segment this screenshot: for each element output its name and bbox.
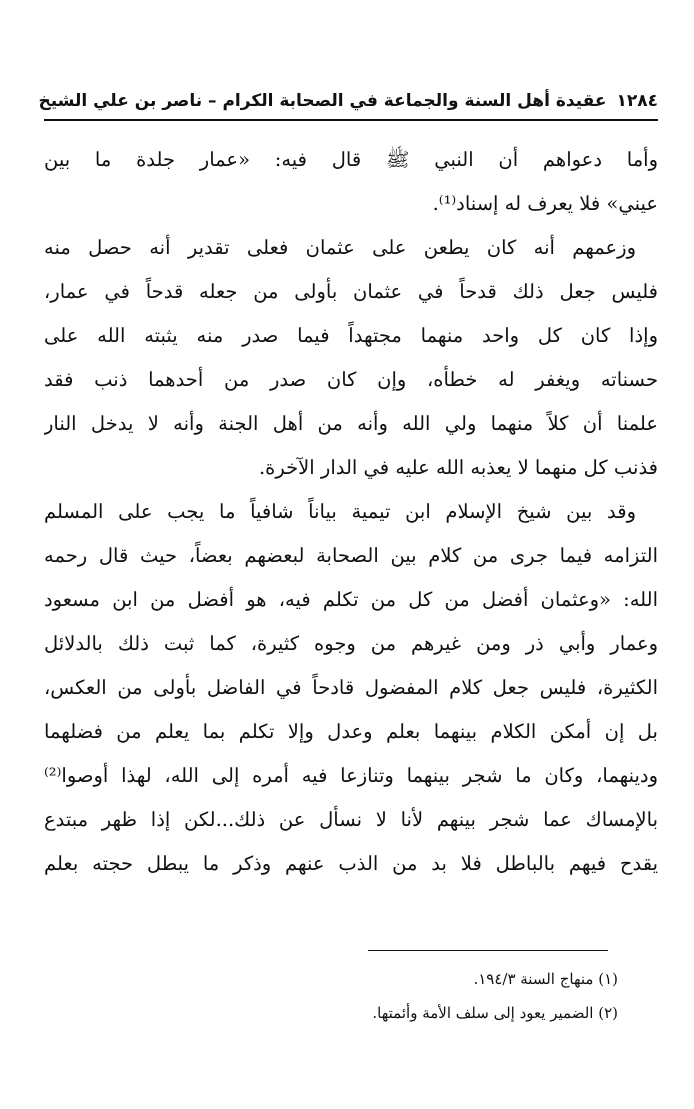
text-line: وأما دعواهم أن النبي ﷺ قال فيه: «عمار جلدة ما بين: [44, 148, 658, 171]
text-line: حسناته ويغفر له خطأه، وإن كان صدر من أحدهما ذنب فقد: [44, 368, 658, 391]
header-divider: [44, 119, 658, 121]
footnotes: [44, 962, 618, 1030]
main-text: [44, 138, 658, 886]
text-line: وإذا كان كل واحد منهما مجتهداً فيما صدر منه يثبته الله على: [44, 324, 658, 347]
running-header: [38, 86, 658, 116]
text-line: علمنا أن كلاً منهما ولي الله وأنه من أهل الجنة وأنه لا يدخل النار: [44, 412, 658, 435]
text-line: الله: «وعثمان أفضل من كل من تكلم فيه، هو أفضل من ابن مسعود: [44, 588, 658, 611]
footnote-1: (١) منهاج السنة ١٩٤/٣.: [473, 970, 618, 988]
text-line: وقد بين شيخ الإسلام ابن تيمية بياناً شافياً ما يجب على المسلم: [44, 500, 636, 523]
text-line: بالإمساك عما شجر بينهم لأنا لا نسأل عن ذلك...لكن إذا ظهر مبتدع: [44, 808, 658, 831]
text-line: فليس جعل ذلك قدحاً في عثمان بأولى من جعله قدحاً في عمار،: [44, 280, 658, 303]
text-line: فذنب كل منهما لا يعذبه الله عليه في الدار الآخرة.: [258, 456, 658, 479]
page-number: ١٢٨٤: [616, 91, 658, 111]
footnote-2: (٢) الضمير يعود إلى سلف الأمة وأئمتها.: [372, 1004, 618, 1022]
book-title: عقيدة أهل السنة والجماعة في الصحابة الكرام – ناصر بن علي الشيخ: [38, 91, 607, 111]
text-line: عيني» فلا يعرف له إسناد⁽¹⁾.: [432, 192, 658, 215]
text-line: الكثيرة، فليس جعل كلام المفضول قادحاً في الفاضل بأولى من العكس،: [44, 676, 658, 699]
text-line: بل إن أمكن الكلام بينهما بعلم وعدل وإلا تكلم بما يعلم من فضلهما: [44, 720, 658, 743]
text-line: التزامه فيما جرى من كلام بين الصحابة لبعضهم بعضاً، حيث قال رحمه: [44, 544, 658, 567]
text-line: وعمار وأبي ذر ومن غيرهم من وجوه كثيرة، كما ثبت ذلك بالدلائل: [44, 632, 658, 655]
text-line: يقدح فيهم بالباطل فلا بد من الذب عنهم وذكر ما يبطل حجته بعلم: [44, 852, 658, 875]
footnote-divider: [368, 950, 608, 951]
text-line: وزعمهم أنه كان يطعن على عثمان فعلى تقدير أنه حصل منه: [44, 236, 636, 259]
text-line: ودينهما، وكان ما شجر بينهما وتنازعا فيه أمره إلى الله، لهذا أوصوا⁽²⁾: [44, 764, 658, 787]
